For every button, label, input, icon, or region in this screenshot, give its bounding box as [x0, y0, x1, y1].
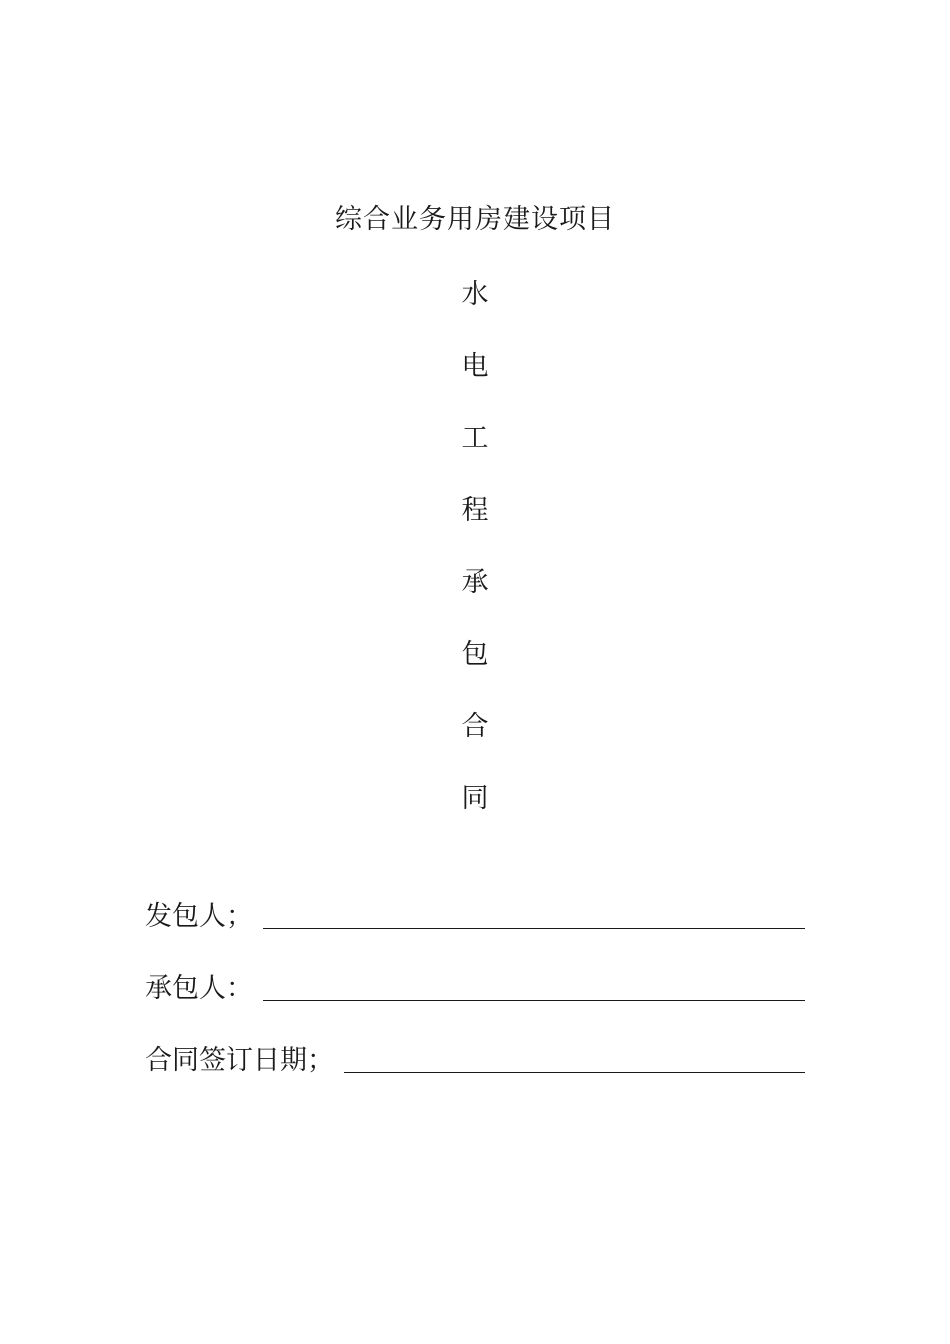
contractor-blank-line [263, 1000, 805, 1001]
signing-date-blank-line [344, 1072, 805, 1073]
title-char: 合 [461, 711, 489, 742]
employer-blank-line [263, 928, 805, 929]
title-char: 水 [461, 279, 489, 310]
contractor-label: 承包人： [145, 973, 253, 1004]
title-char: 同 [461, 783, 489, 814]
contractor-field [145, 969, 805, 1009]
project-name: 综合业务用房建设项目 [335, 204, 615, 235]
signing-date-field [145, 1041, 805, 1081]
title-char: 承 [461, 567, 489, 598]
title-char: 程 [461, 495, 489, 526]
signing-date-label: 合同签订日期； [145, 1045, 334, 1076]
title-char: 工 [461, 423, 489, 454]
title-char: 电 [461, 351, 489, 382]
employer-label: 发包人； [145, 901, 253, 932]
title-char: 包 [461, 639, 489, 670]
employer-field [145, 897, 805, 937]
